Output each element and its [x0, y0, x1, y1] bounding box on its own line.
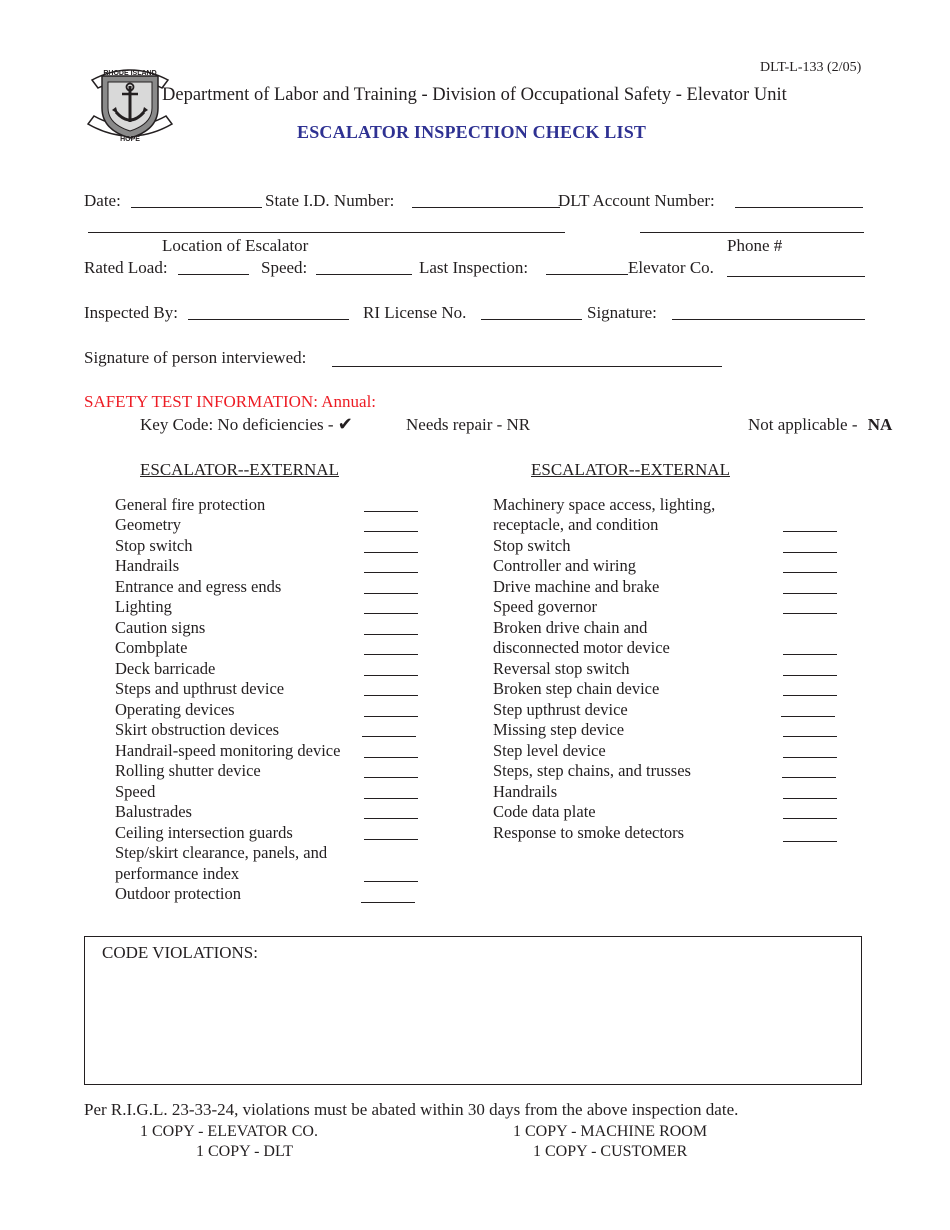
list-item: Rolling shutter device	[115, 761, 261, 780]
list-item: Deck barricade	[115, 659, 216, 678]
list-item: General fire protection	[115, 495, 266, 514]
state-id-label: State I.D. Number:	[265, 191, 395, 210]
list-item: Step level device	[493, 741, 606, 760]
list-item: Machinery space access, lighting,	[493, 495, 716, 514]
key-code-legend	[140, 416, 353, 434]
list-item: Outdoor protection	[115, 884, 242, 903]
copy-dlt: 1 COPY - DLT	[196, 1143, 294, 1160]
seal-top-text: RHODE ISLAND	[103, 70, 157, 77]
dlt-account-field[interactable]	[735, 207, 863, 208]
list-item: Handrail-speed monitoring device	[115, 741, 341, 760]
list-item: Response to smoke detectors	[493, 823, 685, 842]
list-item: Stop switch	[493, 536, 571, 555]
right-check-blank[interactable]	[783, 841, 837, 842]
rated-load-field[interactable]	[178, 274, 249, 275]
right-check-blank[interactable]	[783, 654, 837, 655]
date-label: Date:	[84, 191, 121, 210]
left-check-blank[interactable]	[364, 654, 418, 655]
check-mark-icon: ✔	[337, 414, 353, 435]
list-item: Skirt obstruction devices	[115, 720, 280, 739]
list-item: Caution signs	[115, 618, 206, 637]
ri-license-label: RI License No.	[363, 303, 467, 322]
list-item: Handrails	[115, 556, 180, 575]
not-applicable-label: Not applicable -	[748, 415, 858, 434]
left-check-blank[interactable]	[364, 613, 418, 614]
list-item: Drive machine and brake	[493, 577, 660, 596]
location-field[interactable]	[88, 232, 565, 233]
list-item: Steps, step chains, and trusses	[493, 761, 691, 780]
phone-label: Phone #	[727, 236, 783, 255]
copy-elevator-co: 1 COPY - ELEVATOR CO.	[140, 1123, 318, 1140]
right-column-heading: ESCALATOR--EXTERNAL	[531, 460, 730, 479]
location-label: Location of Escalator	[162, 236, 309, 255]
left-check-blank[interactable]	[364, 716, 418, 717]
list-item: Missing step device	[493, 720, 625, 739]
date-field[interactable]	[131, 207, 262, 208]
signature-interviewed-field[interactable]	[332, 366, 722, 367]
list-item: receptacle, and condition	[493, 515, 659, 534]
department-header: Department of Labor and Training - Division of Occupational Safety - Elevator Unit	[162, 85, 787, 105]
right-check-blank[interactable]	[783, 593, 837, 594]
list-item: Operating devices	[115, 700, 235, 719]
list-item: Steps and upthrust device	[115, 679, 285, 698]
safety-test-heading: SAFETY TEST INFORMATION: Annual:	[84, 392, 377, 411]
list-item: Entrance and egress ends	[115, 577, 282, 596]
list-item: Handrails	[493, 782, 558, 801]
list-item: performance index	[115, 864, 240, 883]
right-check-blank[interactable]	[783, 757, 837, 758]
right-check-blank[interactable]	[783, 531, 837, 532]
left-check-blank[interactable]	[364, 531, 418, 532]
speed-label: Speed:	[261, 258, 308, 277]
right-check-blank[interactable]	[781, 716, 835, 717]
needs-repair-legend: Needs repair - NR	[406, 415, 531, 434]
copy-customer: 1 COPY - CUSTOMER	[533, 1143, 688, 1160]
form-number: DLT-L-133 (2/05)	[760, 60, 862, 75]
list-item: Broken step chain device	[493, 679, 660, 698]
abatement-notice: Per R.I.G.L. 23-33-24, violations must be abated within 30 days from the above inspection date.	[84, 1100, 739, 1119]
last-inspection-field[interactable]	[546, 274, 628, 275]
right-check-blank[interactable]	[783, 818, 837, 819]
elevator-co-field[interactable]	[727, 276, 865, 277]
inspected-by-field[interactable]	[188, 319, 349, 320]
left-check-blank[interactable]	[364, 777, 418, 778]
seal-bottom-text: HOPE	[120, 136, 140, 143]
left-check-blank[interactable]	[364, 818, 418, 819]
last-inspection-label: Last Inspection:	[419, 258, 529, 277]
list-item: Stop switch	[115, 536, 193, 555]
inspected-by-label: Inspected By:	[84, 303, 178, 322]
list-item: Broken drive chain and	[493, 618, 648, 637]
na-code: NA	[867, 415, 893, 434]
right-check-blank[interactable]	[783, 675, 837, 676]
right-check-blank[interactable]	[783, 736, 837, 737]
left-check-blank[interactable]	[364, 757, 418, 758]
left-check-blank[interactable]	[364, 798, 418, 799]
list-item: Ceiling intersection guards	[115, 823, 293, 842]
signature-label: Signature:	[587, 303, 657, 322]
list-item: Speed	[115, 782, 156, 801]
list-item: Code data plate	[493, 802, 596, 821]
left-check-blank[interactable]	[364, 511, 418, 512]
list-item: Step/skirt clearance, panels, and	[115, 843, 328, 862]
right-check-blank[interactable]	[783, 552, 837, 553]
elevator-co-label: Elevator Co.	[628, 258, 714, 277]
list-item: Speed governor	[493, 597, 598, 616]
left-check-blank[interactable]	[364, 695, 418, 696]
left-check-blank[interactable]	[361, 902, 415, 903]
dlt-account-label: DLT Account Number:	[558, 191, 715, 210]
signature-field[interactable]	[672, 319, 865, 320]
left-check-blank[interactable]	[364, 572, 418, 573]
left-check-blank[interactable]	[364, 593, 418, 594]
list-item: Controller and wiring	[493, 556, 636, 575]
key-code-label: Key Code: No deficiencies -	[140, 415, 334, 434]
right-check-blank[interactable]	[783, 695, 837, 696]
left-check-blank[interactable]	[362, 736, 416, 737]
right-check-blank[interactable]	[783, 613, 837, 614]
left-check-blank[interactable]	[364, 552, 418, 553]
left-check-blank[interactable]	[364, 634, 418, 635]
not-applicable-legend	[748, 416, 892, 433]
list-item: disconnected motor device	[493, 638, 670, 657]
list-item: Combplate	[115, 638, 188, 657]
speed-field[interactable]	[316, 274, 412, 275]
right-check-blank[interactable]	[783, 572, 837, 573]
left-check-blank[interactable]	[364, 675, 418, 676]
right-check-blank[interactable]	[783, 798, 837, 799]
state-id-field[interactable]	[412, 207, 560, 208]
left-column-heading: ESCALATOR--EXTERNAL	[140, 460, 339, 479]
signature-interviewed-label: Signature of person interviewed:	[84, 348, 307, 367]
page-title: ESCALATOR INSPECTION CHECK LIST	[297, 122, 647, 142]
code-violations-label: CODE VIOLATIONS:	[102, 943, 258, 962]
right-check-blank[interactable]	[782, 777, 836, 778]
copy-machine-room: 1 COPY - MACHINE ROOM	[513, 1123, 708, 1140]
ri-license-field[interactable]	[481, 319, 582, 320]
list-item: Geometry	[115, 515, 181, 534]
left-check-blank[interactable]	[364, 839, 418, 840]
list-item: Step upthrust device	[493, 700, 628, 719]
list-item: Balustrades	[115, 802, 192, 821]
list-item: Lighting	[115, 597, 172, 616]
left-check-blank[interactable]	[364, 881, 418, 882]
rated-load-label: Rated Load:	[84, 258, 168, 277]
phone-field[interactable]	[640, 232, 864, 233]
list-item: Reversal stop switch	[493, 659, 630, 678]
